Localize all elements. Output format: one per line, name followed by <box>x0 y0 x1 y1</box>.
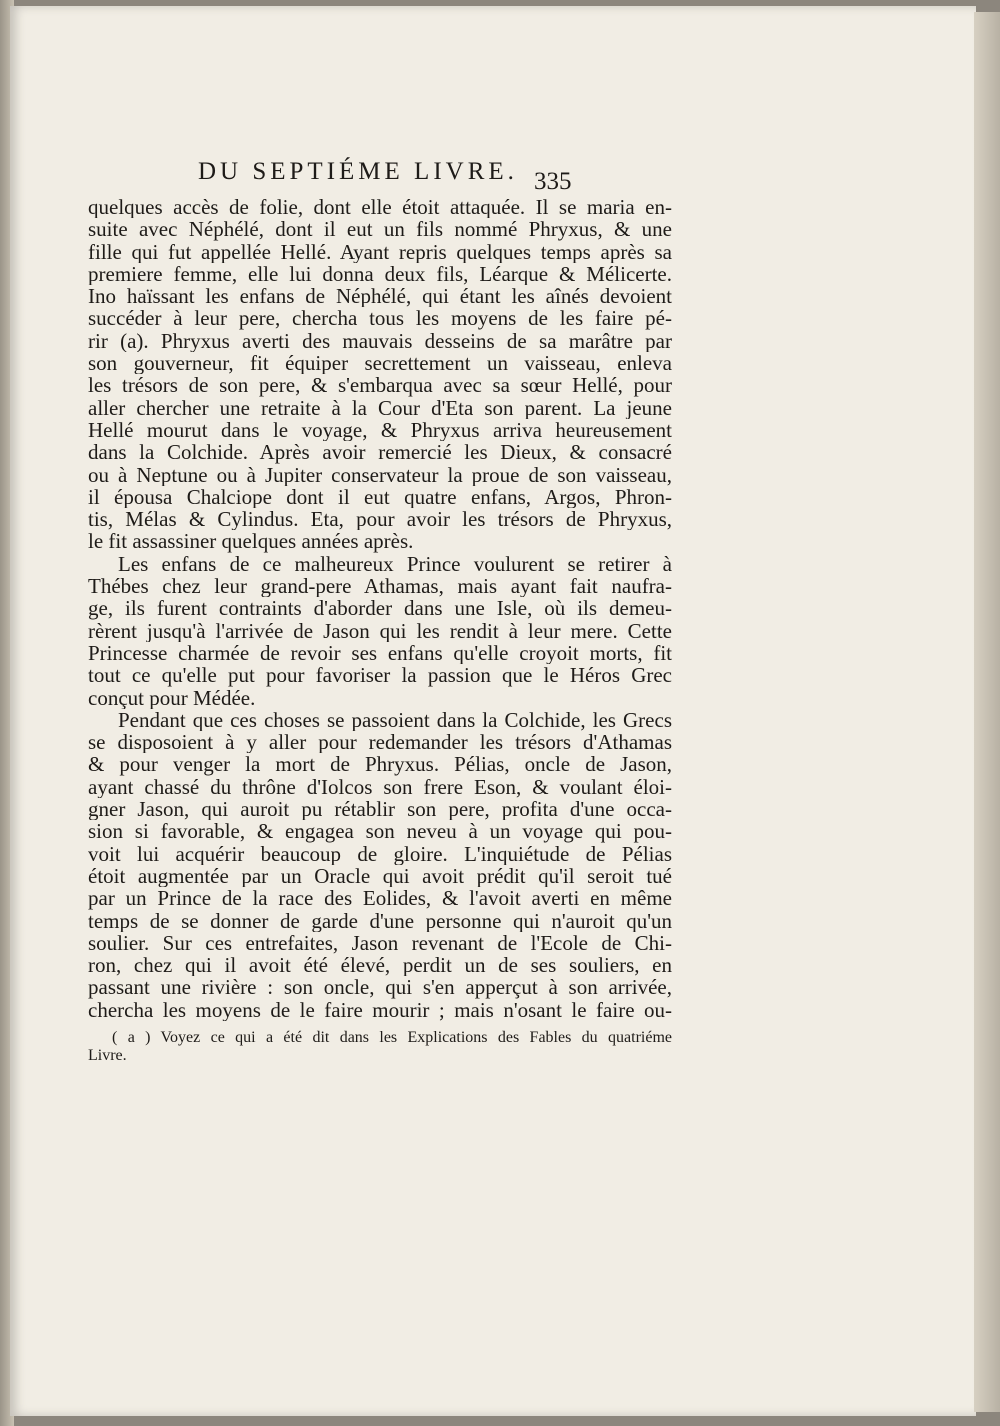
text-line: & pour venger la mort de Phryxus. Pélias, oncle de Jason, <box>88 753 672 776</box>
text-line: quelques accès de folie, dont elle étoit attaquée. Il se maria en- <box>88 196 672 219</box>
text-line: Thébes chez leur grand-pere Athamas, mais ayant fait naufra- <box>88 575 672 598</box>
text-line: succéder à leur pere, chercha tous les moyens de les faire pé- <box>88 307 672 330</box>
page-number: 335 <box>534 168 572 195</box>
text-line: ron, chez qui il avoit été élevé, perdit un de ses souliers, en <box>88 954 672 977</box>
footnotes <box>88 1029 672 1065</box>
text-line: se disposoient à y aller pour redemander les trésors d'Athamas <box>88 731 672 754</box>
text-line: Ino haïssant les enfans de Néphélé, qui étant les aînés devoient <box>88 285 672 308</box>
footnote-line: Livre. <box>88 1046 127 1064</box>
text-line: Les enfans de ce malheureux Prince voulurent se retirer à <box>118 552 672 576</box>
text-line: il épousa Chalciope dont il eut quatre enfans, Argos, Phron- <box>88 485 672 509</box>
body-text <box>88 196 672 1021</box>
text-line: suite avec Néphélé, dont il eut un fils nommé Phryxus, & une <box>88 218 672 241</box>
text-line: fille qui fut appellée Hellé. Ayant repris quelques temps après sa <box>88 240 672 263</box>
text-line: passant une rivière : son oncle, qui s'en apperçut à son arrivée, <box>88 976 672 999</box>
text-line: Pendant que ces choses se passoient dans la Colchide, les Grecs <box>118 708 672 732</box>
running-head-title: DU SEPTIÉME LIVRE. <box>198 158 518 185</box>
text-line: sion si favorable, & engagea son neveu à un voyage qui pou- <box>88 820 672 843</box>
text-line: tis, Mélas & Cylindus. Eta, pour avoir les trésors de Phryxus, <box>88 508 672 531</box>
footnote-line: ( a ) Voyez ce qui a été dit dans les Explications des Fables du quatriéme <box>112 1028 672 1046</box>
text-line: les trésors de son pere, & s'embarqua avec sa sœur Hellé, pour <box>88 374 672 397</box>
text-line: soulier. Sur ces entrefaites, Jason revenant de l'Ecole de Chi- <box>88 931 672 955</box>
text-line: dans la Colchide. Après avoir remercié les Dieux, & consacré <box>88 441 672 464</box>
text-line: par un Prince de la race des Eolides, & l'avoit averti en même <box>88 887 672 910</box>
text-line: temps de se donner de garde d'une personne qui n'auroit qu'un <box>88 909 672 932</box>
text-line: ge, ils furent contraints d'aborder dans une Isle, où ils demeu- <box>88 597 672 620</box>
text-line: rèrent jusqu'à l'arrivée de Jason qui les rendit à leur mere. Cette <box>88 619 672 642</box>
text-line: aller chercher une retraite à la Cour d'Eta son parent. La jeune <box>88 396 672 419</box>
text-line: Princesse charmée de revoir ses enfans qu'elle croyoit morts, fit <box>88 641 672 665</box>
text-line: gner Jason, qui auroit pu rétablir son pere, profita d'une occa- <box>88 798 672 821</box>
text-line: ou à Neptune ou à Jupiter conservateur la proue de son vaisseau, <box>88 463 672 486</box>
text-line: son gouverneur, fit équiper secrettement un vaisseau, enleva <box>88 352 672 375</box>
text-line: ayant chassé du thrône d'Iolcos son frere Eson, & voulant éloi- <box>88 775 672 799</box>
text-block <box>88 152 672 1065</box>
right-page-edge <box>974 12 1000 1412</box>
text-line: rir (a). Phryxus averti des mauvais desseins de sa marâtre par <box>88 329 672 353</box>
text-line: tout ce qu'elle put pour favoriser la passion que le Héros Grec <box>88 664 672 687</box>
text-line: chercha les moyens de le faire mourir ; mais n'osant le faire ou- <box>88 998 672 1021</box>
text-line: premiere femme, elle lui donna deux fils, Léarque & Mélicerte. <box>88 262 672 286</box>
text-line: voit lui acquérir beaucoup de gloire. L'inquiétude de Pélias <box>88 842 672 865</box>
text-line: le fit assassiner quelques années après. <box>88 530 414 553</box>
text-line: Hellé mourut dans le voyage, & Phryxus arriva heureusement <box>88 418 672 442</box>
text-line: étoit augmentée par un Oracle qui avoit prédit qu'il seroit tué <box>88 864 672 888</box>
running-head <box>88 152 672 196</box>
text-line: conçut pour Médée. <box>88 686 256 709</box>
